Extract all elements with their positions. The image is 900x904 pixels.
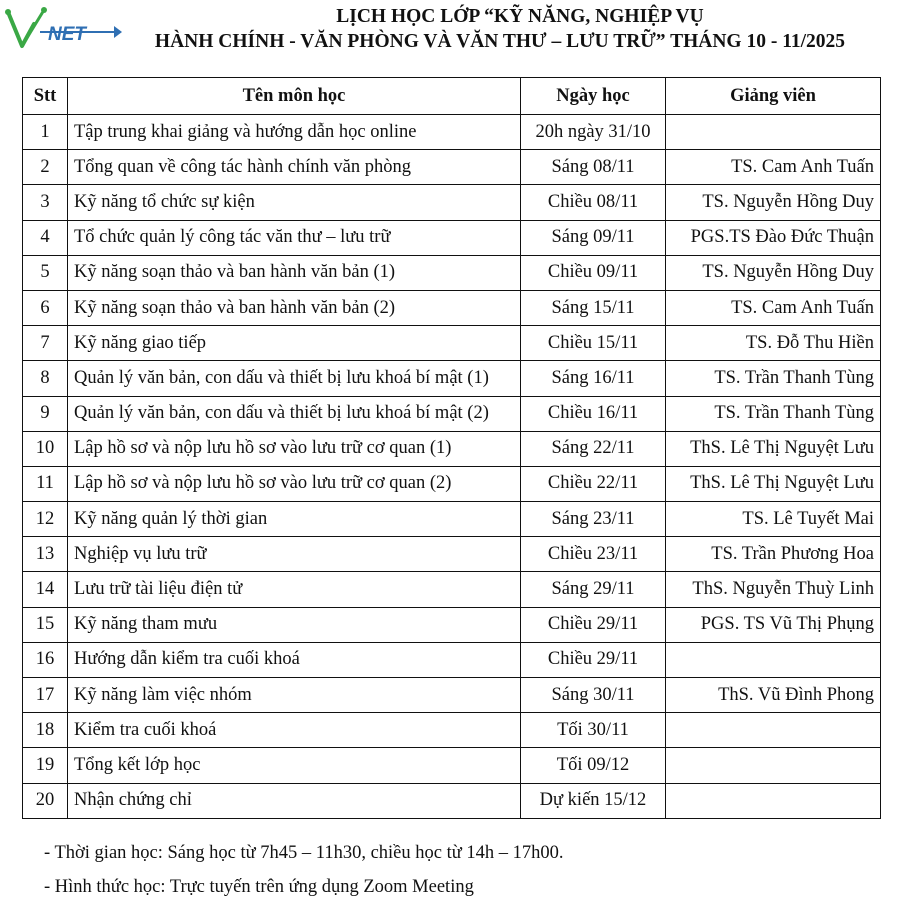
cell-stt: 12 bbox=[23, 502, 68, 537]
cell-lecturer: TS. Trần Phương Hoa bbox=[666, 537, 881, 572]
cell-stt: 19 bbox=[23, 748, 68, 783]
cell-date: Sáng 22/11 bbox=[521, 431, 666, 466]
cell-stt: 7 bbox=[23, 326, 68, 361]
header-subject: Tên môn học bbox=[68, 78, 521, 115]
table-row bbox=[23, 150, 881, 185]
cell-date: Chiều 15/11 bbox=[521, 326, 666, 361]
note-format: - Hình thức học: Trực tuyến trên ứng dụng Zoom Meeting bbox=[44, 877, 474, 897]
cell-subject: Lập hồ sơ và nộp lưu hồ sơ vào lưu trữ cơ quan (1) bbox=[68, 431, 521, 466]
cell-stt: 9 bbox=[23, 396, 68, 431]
cell-date: Tối 30/11 bbox=[521, 713, 666, 748]
cell-stt: 10 bbox=[23, 431, 68, 466]
table-row bbox=[23, 572, 881, 607]
cell-subject: Lưu trữ tài liệu điện tử bbox=[68, 572, 521, 607]
title-line-1: LỊCH HỌC LỚP “KỸ NĂNG, NGHIỆP VỤ bbox=[336, 6, 704, 27]
cell-date: Sáng 29/11 bbox=[521, 572, 666, 607]
cell-stt: 11 bbox=[23, 466, 68, 501]
logo-text: NET bbox=[48, 24, 86, 45]
cell-date: Dự kiến 15/12 bbox=[521, 783, 666, 818]
cell-stt: 17 bbox=[23, 678, 68, 713]
cell-date: 20h ngày 31/10 bbox=[521, 115, 666, 150]
table-row bbox=[23, 642, 881, 677]
table-row bbox=[23, 678, 881, 713]
cell-stt: 5 bbox=[23, 255, 68, 290]
title-line-2: HÀNH CHÍNH - VĂN PHÒNG VÀ VĂN THƯ – LƯU TRỮ” THÁNG 10 - 11/2025 bbox=[154, 31, 846, 52]
cell-date: Sáng 09/11 bbox=[521, 220, 666, 255]
cell-stt: 3 bbox=[23, 185, 68, 220]
cell-stt: 1 bbox=[23, 115, 68, 150]
cell-subject: Nghiệp vụ lưu trữ bbox=[68, 537, 521, 572]
table-row bbox=[23, 537, 881, 572]
table-row bbox=[23, 115, 881, 150]
cell-subject: Kỹ năng giao tiếp bbox=[68, 326, 521, 361]
table-row bbox=[23, 607, 881, 642]
cell-subject: Quản lý văn bản, con dấu và thiết bị lưu khoá bí mật (2) bbox=[68, 396, 521, 431]
cell-lecturer: TS. Đỗ Thu Hiền bbox=[666, 326, 881, 361]
cell-lecturer: TS. Cam Anh Tuấn bbox=[666, 150, 881, 185]
table-row bbox=[23, 783, 881, 818]
cell-stt: 15 bbox=[23, 607, 68, 642]
cell-lecturer: PGS.TS Đào Đức Thuận bbox=[666, 220, 881, 255]
table-header-row bbox=[23, 78, 881, 115]
cell-lecturer: TS. Nguyễn Hồng Duy bbox=[666, 255, 881, 290]
cell-subject: Tập trung khai giảng và hướng dẫn học online bbox=[68, 115, 521, 150]
cell-subject: Quản lý văn bản, con dấu và thiết bị lưu khoá bí mật (1) bbox=[68, 361, 521, 396]
table-row bbox=[23, 326, 881, 361]
cell-date: Chiều 16/11 bbox=[521, 396, 666, 431]
cell-subject: Kỹ năng tham mưu bbox=[68, 607, 521, 642]
cell-stt: 16 bbox=[23, 642, 68, 677]
cell-lecturer: TS. Nguyễn Hồng Duy bbox=[666, 185, 881, 220]
table-row bbox=[23, 361, 881, 396]
cell-subject: Tổng kết lớp học bbox=[68, 748, 521, 783]
table-row bbox=[23, 748, 881, 783]
cell-lecturer: ThS. Lê Thị Nguyệt Lưu bbox=[666, 431, 881, 466]
cell-subject: Kỹ năng tổ chức sự kiện bbox=[68, 185, 521, 220]
cell-date: Chiều 29/11 bbox=[521, 607, 666, 642]
cell-date: Tối 09/12 bbox=[521, 748, 666, 783]
cell-date: Chiều 22/11 bbox=[521, 466, 666, 501]
cell-subject: Nhận chứng chỉ bbox=[68, 783, 521, 818]
cell-lecturer bbox=[666, 748, 881, 783]
cell-subject: Kỹ năng soạn thảo và ban hành văn bản (1) bbox=[68, 255, 521, 290]
cell-lecturer: TS. Trần Thanh Tùng bbox=[666, 396, 881, 431]
vnet-logo bbox=[4, 6, 129, 58]
table-row bbox=[23, 466, 881, 501]
table-row bbox=[23, 502, 881, 537]
cell-date: Sáng 08/11 bbox=[521, 150, 666, 185]
cell-subject: Kỹ năng soạn thảo và ban hành văn bản (2) bbox=[68, 290, 521, 325]
page-title bbox=[120, 4, 880, 54]
cell-stt: 20 bbox=[23, 783, 68, 818]
table-row bbox=[23, 185, 881, 220]
cell-subject: Kỹ năng quản lý thời gian bbox=[68, 502, 521, 537]
cell-lecturer: TS. Lê Tuyết Mai bbox=[666, 502, 881, 537]
cell-lecturer bbox=[666, 713, 881, 748]
cell-subject: Tổ chức quản lý công tác văn thư – lưu trữ bbox=[68, 220, 521, 255]
cell-date: Chiều 08/11 bbox=[521, 185, 666, 220]
cell-stt: 6 bbox=[23, 290, 68, 325]
cell-date: Chiều 23/11 bbox=[521, 537, 666, 572]
table-row bbox=[23, 713, 881, 748]
cell-date: Sáng 23/11 bbox=[521, 502, 666, 537]
cell-date: Sáng 15/11 bbox=[521, 290, 666, 325]
cell-lecturer: ThS. Nguyễn Thuỳ Linh bbox=[666, 572, 881, 607]
cell-stt: 18 bbox=[23, 713, 68, 748]
cell-lecturer: TS. Cam Anh Tuấn bbox=[666, 290, 881, 325]
cell-lecturer: TS. Trần Thanh Tùng bbox=[666, 361, 881, 396]
cell-lecturer bbox=[666, 783, 881, 818]
note-schedule-time: - Thời gian học: Sáng học từ 7h45 – 11h30, chiều học từ 14h – 17h00. bbox=[44, 843, 564, 863]
cell-date: Chiều 09/11 bbox=[521, 255, 666, 290]
cell-subject: Lập hồ sơ và nộp lưu hồ sơ vào lưu trữ cơ quan (2) bbox=[68, 466, 521, 501]
cell-stt: 8 bbox=[23, 361, 68, 396]
cell-lecturer: ThS. Vũ Đình Phong bbox=[666, 678, 881, 713]
cell-stt: 13 bbox=[23, 537, 68, 572]
cell-date: Sáng 16/11 bbox=[521, 361, 666, 396]
cell-subject: Hướng dẫn kiểm tra cuối khoá bbox=[68, 642, 521, 677]
table-row bbox=[23, 255, 881, 290]
cell-lecturer: ThS. Lê Thị Nguyệt Lưu bbox=[666, 466, 881, 501]
cell-subject: Kỹ năng làm việc nhóm bbox=[68, 678, 521, 713]
schedule-table bbox=[22, 77, 881, 819]
cell-stt: 2 bbox=[23, 150, 68, 185]
table-row bbox=[23, 220, 881, 255]
cell-date: Sáng 30/11 bbox=[521, 678, 666, 713]
table-row bbox=[23, 431, 881, 466]
table-row bbox=[23, 290, 881, 325]
table-row bbox=[23, 396, 881, 431]
header-date: Ngày học bbox=[521, 78, 666, 115]
cell-subject: Tổng quan về công tác hành chính văn phòng bbox=[68, 150, 521, 185]
cell-lecturer bbox=[666, 642, 881, 677]
header-stt: Stt bbox=[23, 78, 68, 115]
notes bbox=[44, 836, 564, 904]
cell-date: Chiều 29/11 bbox=[521, 642, 666, 677]
cell-lecturer bbox=[666, 115, 881, 150]
cell-subject: Kiểm tra cuối khoá bbox=[68, 713, 521, 748]
cell-stt: 14 bbox=[23, 572, 68, 607]
header-lecturer: Giảng viên bbox=[666, 78, 881, 115]
cell-lecturer: PGS. TS Vũ Thị Phụng bbox=[666, 607, 881, 642]
cell-stt: 4 bbox=[23, 220, 68, 255]
